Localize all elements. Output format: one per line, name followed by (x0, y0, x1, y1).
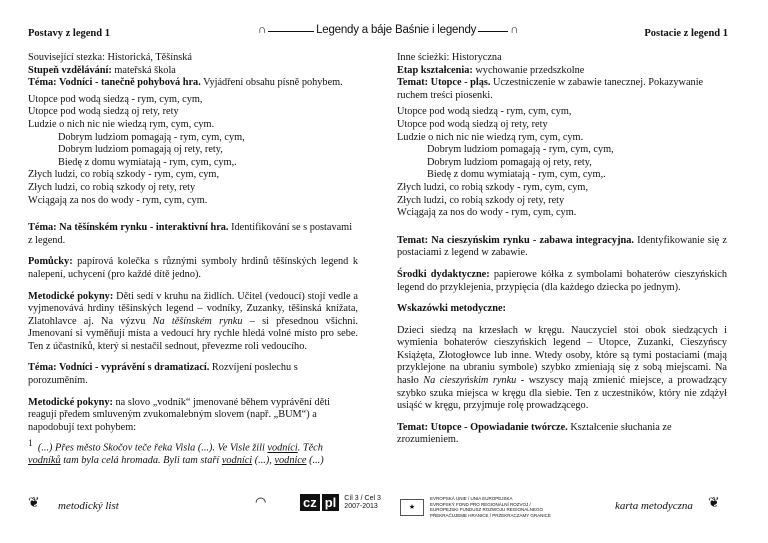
theme-1: Temat: Utopce - pląs. Uczestniczenie w zabawie tanecznej. Pokazywanie ruchem treści piosenki. (397, 77, 704, 101)
song-lyrics: Utopce pod wodą siedzą - rym, cym, cym, Utopce pod wodą siedzą oj rety, rety Ludzie o nich nic nie wiedzą rym, cym, cym. Dobrym ludziom pomagają - rym, cym, cym, Dobrym ludziom pomagają oj rety, rety, Biedę z domu wymiatają - rym, cym, cym,. Złych ludzi, co robią szkody - rym, cym, cym, Złych ludzi, co robią szkody oj rety, rety Wciągają za nos do wody - rym, cym, cym. (397, 106, 614, 219)
eu-flag-icon: ★ (400, 499, 424, 516)
right-footer: karta metodyczna (615, 500, 693, 512)
right-page-title: Postacie z legend 1 (644, 28, 728, 39)
theme-3: Téma: Vodníci - vyprávění s dramatizací. Rozvíjení poslechu s porozuměním. (28, 362, 298, 387)
theme-2: Temat: Na cieszyńskim rynku - zabawa integracyjna. Identyfikowanie się z postaciami z legend w zabawie. (397, 234, 727, 259)
method-instructions-2: Metodické pokyny: na slovo „vodník“ jmenované během vyprávění děti reagují předem smluveným zvukomalebným slovem (např. „BUM“) a napodobují text pohybem: (28, 396, 330, 433)
logo-text-cz: Legendy a báje (316, 24, 392, 36)
method-heading: Wskazówki metodyczne: (397, 303, 506, 315)
legendy-logo-pl (395, 24, 518, 37)
gate-icon: ∩ (258, 24, 267, 36)
level-line: Etap kształcenia: wychowanie przedszkolne (397, 64, 585, 76)
legendy-logo (258, 24, 392, 37)
logo-text-pl: Baśnie i legendy (395, 24, 477, 36)
mask-icon: ❦ (28, 496, 40, 511)
aids: Środki dydaktyczne: papierowe kółka z symbolami bohaterów cieszyńskich legend do przyklejenia, przypięcia (dla każdego dziecka po jednym). (397, 268, 727, 293)
left-page-title: Postavy z legend 1 (28, 28, 110, 39)
song-lyrics: Utopce pod wodą siedzą - rym, cym, cym, Utopce pod wodą siedzą oj rety, rety Ludzie o nich nic nie wiedzą rym, cym, cym. Dobrym ludziom pomagają - rym, cym, cym, Dobrym ludziom pomagają oj rety, rety, Biedę z domu wymiatają - rym, cym, cym,. Złych ludzi, co robią szkody - rym, cym, cym, Złych ludzi, co robią szkody oj rety, rety Wciągają za nos do wody - rym, cym, cym. (28, 93, 245, 206)
theme-3: Temat: Utopce - Opowiadanie twórcze. Kształcenie słuchania ze zrozumieniem. (397, 421, 672, 446)
czpl-logo (300, 494, 381, 511)
czpl-logo-pl: pl (322, 494, 340, 511)
czpl-logo-cz: cz (300, 494, 320, 511)
footnote: $^1$ (...) Přes město Skočov teče řeka Visla (...). Ve Visle žili vodníci. Těch vodníků tam byla celá hromada. Byli tam staří vodníci (...), vodnice (...) (28, 439, 324, 467)
gate-icon: ∩ (510, 24, 519, 36)
czpl-years: Cíl 3 / Cel 3 2007-2013 (344, 494, 381, 510)
aids: Pomůcky: papírová kolečka s různými symboly hrdinů těšínských legend k nalepení, uchycení (pro každé dítě jedno). (28, 256, 358, 280)
right-column (397, 52, 727, 447)
path-line: Inne ścieżki: Historyczna (397, 52, 502, 63)
left-footer: metodický list (58, 500, 119, 512)
method-instructions: Metodické pokyny: Děti sedí v kruhu na židlích. Učitel (vedoucí) stojí vedle a vyjmenovává hrdiny těšínských legend – vodníky, Zuzanky, těšínská knížata, Zlatohlavce aj. Na výzvu Na těšínském rynku – si přesednou všichni. Jmenovaní si vyměňují místa a vedoucí hry rychle hledá volné místo pro sebe. Ten z účastníků, který si nestačil sednout, převezme roli vedoucího. (28, 290, 359, 352)
left-column (28, 52, 358, 468)
theme-1: Téma: Vodníci - tanečně pohybová hra. Vyjádření obsahu písně pohybem. (28, 77, 343, 89)
method-instructions: Dzieci siedzą na krzesłach w kręgu. Nauczyciel stoi obok siedzących i wymienia bohaterów cieszyńskich legend – Utopce, Zuzanki, Cieszyńscy Książęta, Złotogłowce lub inne. Wtedy osoby, które są tymi postaciami (mają przyklejone na ubraniu symbole) szybko zmieniają się z sobą miejscami. Na hasło Na cieszyńskim rynku - wszyscy mają zmienić miejsce, a prowadzący szybko szuka miejsca w kręgu dla siebie. Ten z uczestników, który nie zdążył usiąść w kręgu, przyjmuje rolę prowadzącego. (397, 324, 727, 412)
eu-text: EVROPSKÁ UNIE / UNIA EUROPEJSKA EVROPSKÝ FOND PRO REGIONÁLNÍ ROZVOJ / EUROPEJSKI FUNDUSZ ROZWOJU REGIONALNEGO PŘEKRAČUJEME HRANICE / PRZEKRACZAMY GRANICE (430, 496, 551, 518)
mask-icon: ❦ (708, 496, 720, 511)
eu-logo (400, 496, 560, 518)
signal-icon: ◠ (255, 494, 267, 509)
theme-2: Téma: Na těšínském rynku - interaktivní hra. Identifikování se s postavami z legend. (28, 222, 353, 246)
path-line: Související stezka: Historická, Těšínská (28, 52, 192, 63)
level-line: Stupeň vzdělávání: mateřská škola (28, 64, 176, 76)
